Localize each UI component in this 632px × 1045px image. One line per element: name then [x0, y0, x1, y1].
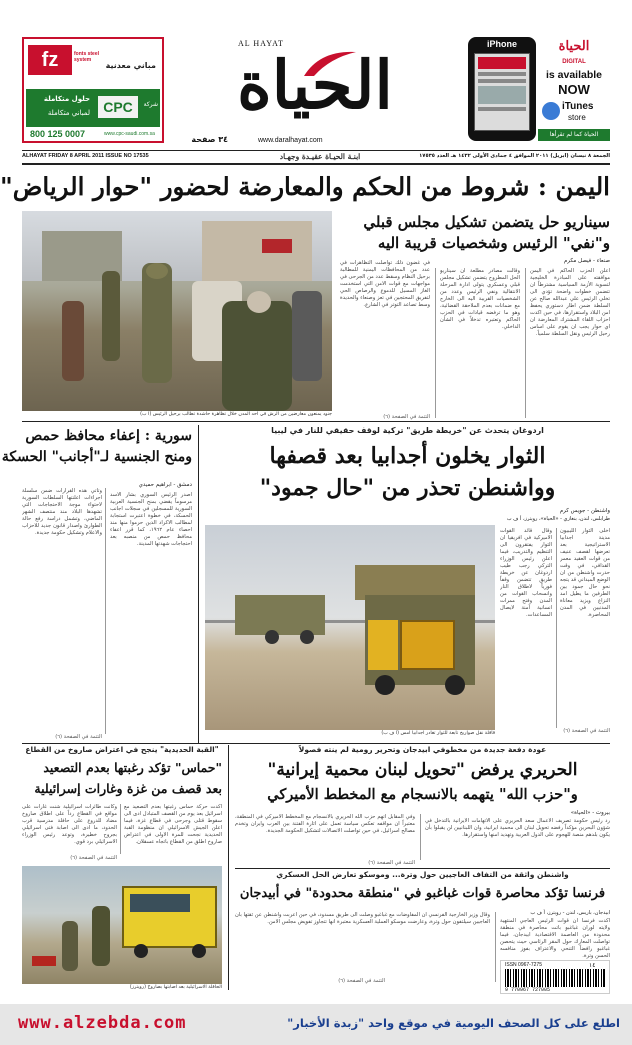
lebanon-headline-1: الحريري يرفض "تحويل لبنان محمية إيرانية": [267, 760, 578, 780]
barcode-bars: [505, 969, 605, 987]
lebanon-col-divider: [420, 814, 421, 860]
lebanon-rule: [235, 868, 610, 869]
lead-col2: وقالت مصادر مطلعة ان سيناريو الحل المطروح يتضمن تشكيل مجلس قبلي وعسكري يتولى ادارة المرحلة الانتقالية ونفي الرئيس وعدد من الشخصيات القريبة اليه الى الخارج مع ضمانات بعدم الملاحقة القضائية، وهو ما ترفضه قيادات في الحزب الحاكم وتعتبره تدخلاً في الشأن الداخلي.: [440, 268, 520, 330]
lead-sub1: سيناريو حل يتضمن تشكيل مجلس قبلي: [363, 213, 610, 231]
ad-left-green-bar: [26, 89, 160, 127]
ad-left-line1: مباني معدنية: [105, 61, 156, 70]
libya-col1: اخلى الثوار الليبيون مدينة اجدابيا الاستراتيجية بعد تعرضها لقصف عنيف من قوات العقيد معمر القذافي، في وقت حذرت واشنطن من ان الوضع الميداني قد يتجه نحو حال جمود بين الطرفين ما يطيل امد النزاع ويزيد معاناة المدنيين في المدن المحاصرة.: [560, 528, 610, 618]
ad-left[interactable]: [22, 37, 164, 143]
libya-headline-1: الثوار يخلون أجدابيا بعد قصفها: [269, 443, 546, 469]
gaza-col-divider: [120, 804, 121, 854]
gaza-caption: الحافلة الاسرائيلية بعد اصابتها بصاروخ (رويترز): [129, 985, 222, 990]
libya-headline-2: وواشنطن تحذر من "حال جمود": [259, 475, 556, 501]
dateline-rule: [22, 163, 610, 165]
libya-byline-1: واشنطن - جويس كرم: [559, 508, 610, 514]
ad-left-web: www.cpc-saudi.com.sa: [104, 131, 155, 137]
ad-left-line3: لمباني متكاملة: [47, 109, 90, 117]
masthead-logo-latin: AL HAYAT: [238, 39, 284, 48]
cpc-logo: CPC: [98, 96, 138, 118]
iphone-screen: [474, 53, 530, 131]
libya-col2: وقال قائد القوات الاميركية في افريقيا ان الثوار يفتقرون الى التنظيم والتدريب، فيما اعلن رئيس الوزراء التركي رجب طيب اردوغان عن خريطة طريق تتضمن وقفاً فورياً لاطلاق النار وانسحاب القوات من المدن وفتح ممرات انسانية آمنة لايصال المساعدات.: [500, 528, 552, 618]
gaza-col1: اكدت حركة حماس رغبتها بعدم التصعيد مع اسرائيل بعد يوم من القصف المتبادل ادى الى سقوط قتلى وجرحى في قطاع غزة، فيما اعلن الجيش الاسرائيلي ان منظومة القبة الحديدية نجحت للمرة الاولى في اعتراض صاروخ اطلق من القطاع باتجاه عسقلان.: [124, 804, 222, 845]
gaza-headline-2: بعد قصف من غزة وغارات إسرائيلية: [34, 781, 222, 796]
fz-logo: fz: [28, 45, 72, 75]
ivory-kicker: واشنطن واثقة من التفاف العاجيين حول وترة... وموسكو تعارض الحل العسكري: [276, 870, 569, 879]
masthead-slogan: ابنـة الحيـاة عقيـدة وجهـاد: [279, 152, 361, 161]
syria-headline-1: سورية : إعفاء محافظ حمص: [25, 428, 192, 444]
ad-right-footer: الحياة كما لم تقرأها: [538, 129, 610, 141]
lead-caption: جنود يمنعون معارضين من الرش في احد المدن خلال تظاهرة حاشدة تطالب برحيل الرئيس (ا ب): [140, 412, 332, 417]
footer-url[interactable]: www.alzebda.com: [18, 1013, 187, 1033]
lead-continued: التتمة في الصفحة (٦): [383, 414, 430, 420]
fz-brand-sub: fonts steel system: [74, 51, 100, 63]
libya-byline-2: طرابلس، لندن، بنغازي - «الحياة»، رويترز، أ ف ب: [506, 516, 610, 522]
ad-left-phone: 800 125 0007: [30, 129, 86, 139]
ivory-byline: ابيدجان، باريس، لندن - رويترز، أ ف ب: [530, 910, 610, 916]
syria-col1: اصدر الرئيس السوري بشار الاسد مرسوماً يقضي بمنح الجنسية العربية السورية للمسجلين في سجلات اجانب الحسكة، في خطوة اعتبرت استجابة لمطالب الاكراد الذين حرموا منها منذ احصاء عام ١٩٦٢، كما قرر اعفاء محافظ حمص من منصبه بعد احتجاجات شهدتها المدينة.: [110, 492, 192, 547]
lead-photo: [22, 211, 332, 411]
ad-right-store1: iTunes: [562, 101, 594, 112]
libya-photo: [205, 525, 495, 730]
syria-headline-2: ومنح الجنسية لـ"أجانب" الحسكة: [1, 449, 192, 465]
footer-slogan: اطلع على كل الصحف اليومية في موقع واحد "زبدة الأخبار": [287, 1016, 620, 1030]
ivory-col1: اكدت فرنسا ان قوات الرئيس العاجي المنتهية ولايته لوران غباغبو باتت محاصرة في منطقة محدودة من العاصمة الاقتصادية ابيدجان، فيما تواصلت المعارك حول المقر الرئاسي حيث يتحصن غباغبو رافضاً التنحي والاعتراف بفوز منافسه الحسن وترة.: [500, 918, 610, 959]
syria-continued: التتمة في الصفحة (٦): [55, 734, 102, 740]
iphone-label: iPhone: [486, 39, 517, 49]
barcode-digits: 9 770967 727005: [505, 987, 551, 993]
lebanon-col1: رد رئيس حكومة تصريف الاعمال سعد الحريري على الاتهامات الايرانية بالتدخل في شؤون البحرين مؤكداً رفضه تحويل لبنان الى محمية ايرانية، وان اللبنانيين لن يقبلوا بأن يكون بلدهم منصة للهجوم على الدول العربية وتهديد امنها واستقرارها.: [425, 818, 610, 838]
cpc-sub: شركة: [143, 101, 158, 108]
dateline-en: ALHAYAT FRIDAY 8 APRIL 2011 ISSUE NO 17535: [22, 153, 149, 159]
ad-right-line2: NOW: [558, 82, 590, 97]
lead-col1: اعلن الحزب الحاكم في اليمن موافقته على المبادرة الخليجية لتسوية الأزمة السياسية مشترطاً ان تتضمن خطوات واضحة تؤدي الى تخلي الرئيس علي عبدالله صالح عن السلطة ضمن اطار دستوري يحفظ امن البلاد واستقرارها، في حين اكدت احزاب اللقاء المشترك المعارضة ان اي حوار يجب ان يقوم على اساس رحيل الرئيس ونقل السلطة سلمياً.: [530, 268, 610, 337]
lebanon-kicker: عودة دفعة جديدة من مخطوفي ابيدجان وتحرير رومية لم ينته فصولاً: [298, 745, 547, 754]
footer-banner[interactable]: [0, 1004, 632, 1045]
ad-right-store2: store: [568, 113, 586, 122]
lead-col-divider-2: [435, 268, 436, 418]
masthead-logo: الحياة: [237, 46, 393, 124]
syria-byline: دمشق - ابراهيم حميدي: [138, 482, 192, 488]
barcode-issn: ISSN 0967-7275: [505, 962, 542, 968]
ivory-col-divider: [495, 912, 496, 982]
apple-icon: [542, 102, 560, 120]
libya-kicker: اردوغان يتحدث عن "خريطة طريق" تركية لوقف حقيقي للنار في ليبيا: [271, 426, 544, 435]
masthead-pages: ٣٤ صفحة: [191, 135, 228, 144]
lebanon-headline-2: و"حزب الله" يتهمه بالانسجام مع المخطط الأميركي: [267, 786, 578, 803]
gaza-photo: [22, 866, 222, 984]
lead-col-divider-1: [525, 268, 526, 418]
libya-col-divider: [556, 528, 557, 728]
ivory-continued: التتمة في الصفحة (٦): [338, 978, 385, 984]
ivory-headline: فرنسا تؤكد محاصرة قوات غباغبو في "منطقة محدودة" في أبيدجان: [239, 886, 606, 901]
middle-rule: [22, 743, 610, 744]
dateline-ar: الجمعة ٨ نيسان (ابريل) ٢٠١١ الموافق ٤ جمادى الأولى ١٤٣٢ هـ العدد ١٧٥٣٥: [419, 153, 610, 159]
libya-continued: التتمة في الصفحة (٦): [563, 728, 610, 734]
ad-right[interactable]: [466, 37, 610, 143]
gaza-col2: وكانت طائرات اسرائيلية شنت غارات على مواقع في القطاع رداً على اطلاق صاروخ مضاد للدروع على حافلة مدرسية قرب الحدود، ما ادى الى اصابة فتى اسرائيلي بجروح خطيرة، وتوعد رئيس الوزراء الاسرائيلي برد قوي.: [22, 804, 117, 845]
gaza-kicker: "القبة الحديدية" ينجح في اعتراض صاروخ من القطاع: [25, 745, 219, 754]
lead-rule: [22, 421, 610, 422]
lebanon-continued: التتمة في الصفحة (٦): [368, 860, 415, 866]
libya-caption: قافلة نقل صواريخ تابعة للثوار تغادر اجدابيا امس (ا ف ب): [381, 731, 495, 736]
ad-right-brand: الحياة: [558, 39, 590, 54]
syria-col-divider: [105, 488, 106, 734]
gaza-continued: التتمة في الصفحة (٦): [70, 855, 117, 861]
lead-col3: في غضون ذلك تواصلت التظاهرات في عدد من المحافظات اليمنية للمطالبة برحيل النظام وسقط عدد من الجرحى في مواجهات مع قوات الامن التي استخدمت الغاز المسيل للدموع والرصاص الحي لتفريق المحتجين في تعز وصنعاء والحديدة وسط تصاعد التوتر في الشارع.: [340, 260, 430, 308]
syria-col2: وتأتي هذه القرارات ضمن سلسلة اجراءات اعلنتها السلطات السورية لاحتواء موجة الاحتجاجات التي تشهدها البلاد منذ منتصف الشهر الماضي، وتشمل دراسة رفع حالة الطوارئ واصدار قانون جديد للاحزاب والاعلام وتشكيل حكومة جديدة.: [22, 488, 102, 536]
gaza-headline-1: "حماس" تؤكد رغبتها بعدم التصعيد: [43, 760, 222, 775]
lebanon-byline: بيروت - «الحياة»: [570, 810, 610, 816]
gaza-lebanon-divider: [228, 745, 229, 990]
syria-libya-divider: [198, 425, 199, 743]
lebanon-col2: وفي المقابل اتهم حزب الله الحريري بالانسجام مع المخطط الاميركي في المنطقة، معتبراً ان مواقفه تعكس سياسة تعمل على اثارة الفتنة بين العرب وايران وتخدم مصالح اسرائيل، في حين تواصلت الاتصالات لتشكيل الحكومة الجديدة.: [235, 814, 415, 834]
ad-left-line2: حلول متكاملة: [43, 95, 90, 103]
masthead-rule: [22, 150, 610, 151]
masthead-website[interactable]: www.daralhayat.com: [258, 137, 323, 144]
lead-sub2: و"نفي" الرئيس وشخصيات قريبة اليه: [377, 234, 610, 252]
lead-byline: صنعاء - فيصل مكرم: [563, 258, 610, 264]
ivory-col2: وقال وزير الخارجية الفرنسي ان المفاوضات مع غباغبو وصلت الى طريق مسدود، في حين اعربت واشنطن عن ثقتها بأن العاجيين سيلتفون حول وترة، وعارضت موسكو العملية العسكرية معتبرة انها تتجاوز تفويض مجلس الامن.: [235, 912, 490, 925]
barcode-block: [500, 960, 610, 994]
iphone-image: [468, 37, 536, 141]
ad-right-digital: DIGITAL: [562, 59, 586, 65]
lead-headline: اليمن : شروط من الحكم والمعارضة لحضور "حوار الرياض": [0, 172, 610, 201]
barcode-issue: ١٤: [589, 962, 596, 969]
ad-right-line1: is available: [545, 69, 603, 81]
